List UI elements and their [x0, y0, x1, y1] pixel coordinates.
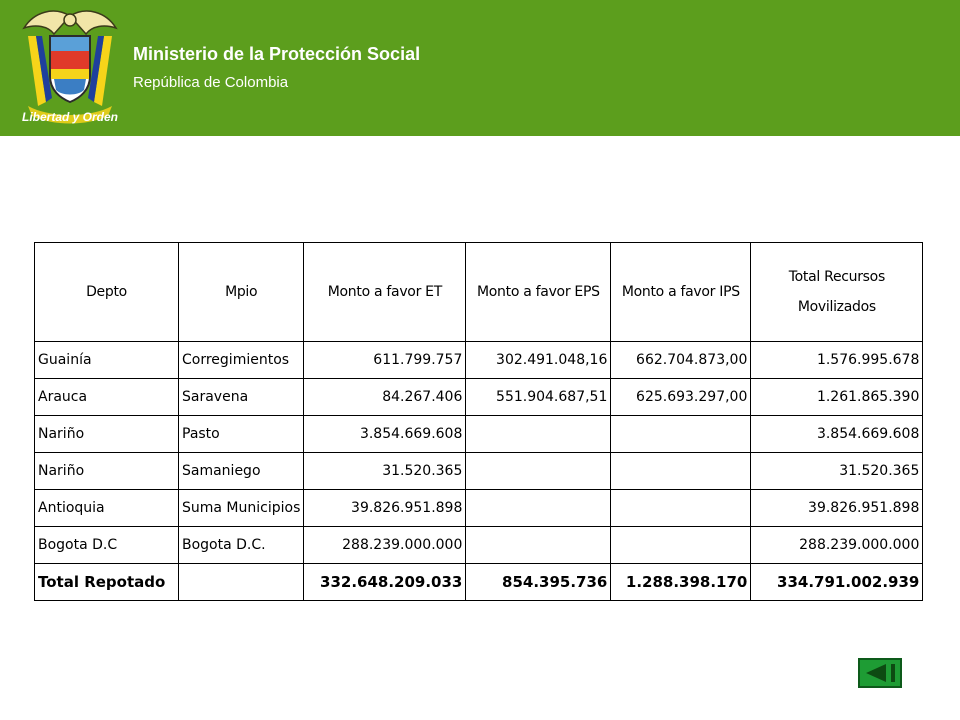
cell-ips [611, 453, 751, 490]
cell-ips: 662.704.873,00 [611, 342, 751, 379]
cell-eps [466, 527, 611, 564]
cell-ips [611, 416, 751, 453]
total-et: 332.648.209.033 [304, 564, 466, 601]
total-ips: 1.288.398.170 [611, 564, 751, 601]
cell-et: 288.239.000.000 [304, 527, 466, 564]
cell-depto: Nariño [35, 416, 179, 453]
coat-of-arms-logo [14, 6, 126, 130]
republic-subtitle: República de Colombia [133, 74, 289, 91]
cell-depto: Arauca [35, 379, 179, 416]
table-row [35, 416, 923, 453]
table-row [35, 379, 923, 416]
cell-eps [466, 416, 611, 453]
cell-depto: Nariño [35, 453, 179, 490]
total-total: 334.791.002.939 [751, 564, 923, 601]
cell-et: 84.267.406 [304, 379, 466, 416]
cell-total: 288.239.000.000 [751, 527, 923, 564]
cell-total: 3.854.669.608 [751, 416, 923, 453]
cell-mpio: Corregimientos [179, 342, 304, 379]
cell-et: 31.520.365 [304, 453, 466, 490]
table-row [35, 490, 923, 527]
ministry-title: Ministerio de la Protección Social [133, 44, 421, 64]
total-mpio-empty [179, 564, 304, 601]
total-eps: 854.395.736 [466, 564, 611, 601]
table-header-row [35, 243, 923, 342]
cell-depto: Bogota D.C [35, 527, 179, 564]
table-row [35, 453, 923, 490]
table-row [35, 342, 923, 379]
cell-eps [466, 490, 611, 527]
column-header-total: Total Recursos Movilizados [751, 243, 923, 342]
cell-depto: Guainía [35, 342, 179, 379]
column-header-mpio: Mpio [179, 243, 304, 342]
column-header-ips: Monto a favor IPS [611, 243, 751, 342]
cell-mpio: Pasto [179, 416, 304, 453]
cell-total: 31.520.365 [751, 453, 923, 490]
back-icon [866, 664, 886, 682]
total-label: Total Repotado [35, 564, 179, 601]
cell-mpio: Bogota D.C. [179, 527, 304, 564]
table-row [35, 527, 923, 564]
cell-ips [611, 490, 751, 527]
back-icon-bar [891, 664, 895, 682]
cell-eps: 551.904.687,51 [466, 379, 611, 416]
cell-et: 39.826.951.898 [304, 490, 466, 527]
cell-total: 39.826.951.898 [751, 490, 923, 527]
cell-mpio: Samaniego [179, 453, 304, 490]
cell-et: 611.799.757 [304, 342, 466, 379]
header-banner [0, 0, 960, 136]
table-total-row [35, 564, 923, 601]
back-button[interactable] [858, 658, 902, 688]
resources-table [34, 242, 923, 601]
cell-eps [466, 453, 611, 490]
cell-ips [611, 527, 751, 564]
column-header-eps: Monto a favor EPS [466, 243, 611, 342]
cell-ips: 625.693.297,00 [611, 379, 751, 416]
cell-mpio: Saravena [179, 379, 304, 416]
motto-text: Libertad y Orden [21, 110, 119, 124]
cell-depto: Antioquia [35, 490, 179, 527]
cell-mpio: Suma Municipios [179, 490, 304, 527]
column-header-depto: Depto [35, 243, 179, 342]
cell-eps: 302.491.048,16 [466, 342, 611, 379]
cell-total: 1.261.865.390 [751, 379, 923, 416]
column-header-et: Monto a favor ET [304, 243, 466, 342]
cell-et: 3.854.669.608 [304, 416, 466, 453]
cell-total: 1.576.995.678 [751, 342, 923, 379]
